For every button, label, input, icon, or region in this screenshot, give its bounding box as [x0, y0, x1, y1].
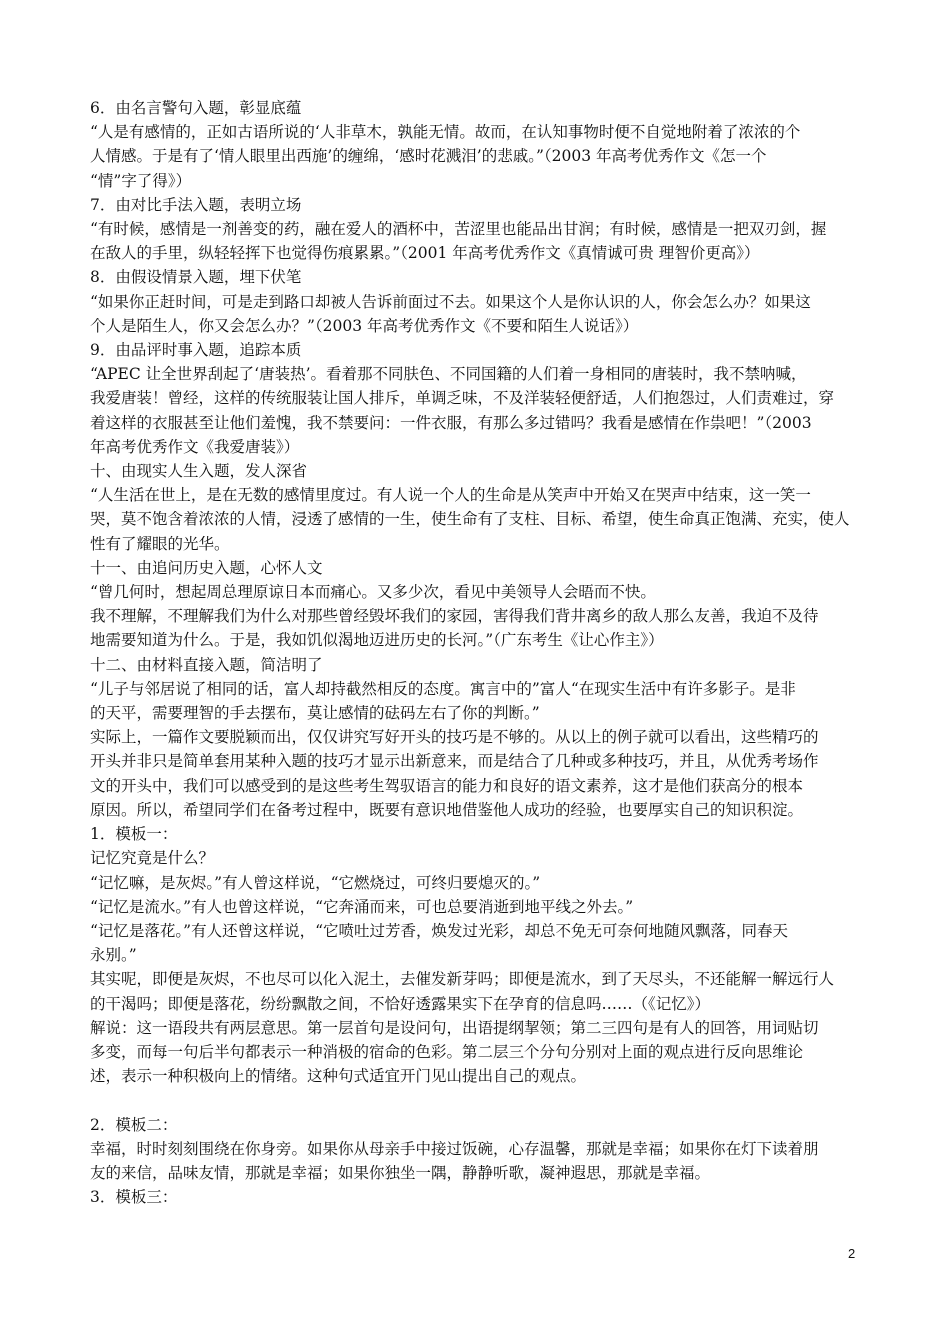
- text-line: “人生活在世上，是在无数的感情里度过。有人说一个人的生命是从笑声中开始又在哭声中结束，这一笑一: [90, 486, 811, 505]
- document-body: [90, 96, 862, 1209]
- text-line: 解说：这一语段共有两层意思。第一层首句是设问句，出语提纲挈领；第二三四句是有人的回答，用词贴切: [90, 1018, 819, 1037]
- text-line: 1．模板一：: [90, 825, 178, 844]
- text-line: 记忆究竟是什么？: [90, 849, 215, 868]
- text-line: “记忆嘛，是灰烬。”有人曾这样说，“它燃烧过，可终归要熄灭的。”: [90, 873, 541, 892]
- text-line: 的天平，需要理智的手去摆布，莫让感情的砝码左右了你的判断。”: [90, 704, 540, 723]
- text-line: “记忆是流水。”有人也曾这样说，“它奔涌而来，可也总要消逝到地平线之外去。”: [90, 897, 634, 916]
- text-line: 友的来信，品味友情，那就是幸福；如果你独坐一隅，静静听歌，凝神遐思，那就是幸福。: [90, 1163, 711, 1182]
- text-line: 开头并非只是简单套用某种入题的技巧才显示出新意来，而是结合了几种或多种技巧，并且，从优秀考场作: [90, 752, 819, 771]
- text-line: 多变，而每一句后半句都表示一种消极的宿命的色彩。第二层三个分句分别对上面的观点进行反向思维论: [90, 1042, 804, 1061]
- text-line: “记忆是落花。”有人还曾这样说，“它喷吐过芳香，焕发过光彩，却总不免无可奈何地随风飘落，同春天: [90, 921, 789, 940]
- text-line: “如果你正赶时间，可是走到路口却被人告诉前面过不去。如果这个人是你认识的人，你会怎么办？如果这: [90, 292, 811, 311]
- text-line: 哭，莫不饱含着浓浓的人情，浸透了感情的一生，使生命有了支柱、目标、希望，使生命真正饱满、充实，使人: [90, 510, 850, 529]
- text-line: 7．由对比手法入题，表明立场: [90, 195, 302, 214]
- text-line: 原因。所以，希望同学们在备考过程中，既要有意识地借鉴他人成功的经验，也要厚实自己的知识积淀。: [90, 800, 804, 819]
- text-line: 述，表示一种积极向上的情绪。这种句式适宜开门见山提出自己的观点。: [90, 1067, 587, 1086]
- text-line: 的干渴吗；即便是落花，纷纷飘散之间，不恰好透露果实下在孕育的信息吗……（《记忆》）: [90, 994, 711, 1013]
- text-line: 地需要知道为什么。于是，我如饥似渴地迈进历史的长河。”（广东考生《让心作主》）: [90, 631, 664, 650]
- text-line: 3．模板三：: [90, 1188, 178, 1207]
- text-line: 人情感。于是有了‘情人眼里出西施’的缠绵，‘感时花溅泪’的悲戚。”（2003 年高考优秀作文《怎一个: [90, 147, 767, 166]
- text-line: 性有了耀眼的光华。: [90, 534, 230, 553]
- text-line: 我不理解，不理解我们为什么对那些曾经毁坏我们的家园，害得我们背井离乡的敌人那么友善，我迫不及待: [90, 607, 819, 626]
- text-line: “情”字了得》）: [90, 171, 192, 190]
- text-line: 个人是陌生人，你又会怎么办？”（2003 年高考优秀作文《不要和陌生人说话》）: [90, 316, 639, 335]
- text-line: “儿子与邻居说了相同的话，富人却持截然相反的态度。寓言中的”富人“在现实生活中有许多影子。是非: [90, 679, 796, 698]
- text-line: 幸福，时时刻刻围绕在你身旁。如果你从母亲手中接过饭碗，心存温馨，那就是幸福；如果你在灯下读着朋: [90, 1139, 819, 1158]
- text-line: “人是有感情的，正如古语所说的‘人非草木，孰能无情。故而，在认知事物时便不自觉地附着了浓浓的个: [90, 123, 801, 142]
- page-number: 2: [848, 1246, 856, 1261]
- text-line: “APEC 让全世界刮起了‘唐装热’。看着那不同肤色、不同国籍的人们着一身相同的唐装时，我不禁呐喊，: [90, 365, 807, 384]
- text-line: 十、由现实人生入题，发人深省: [90, 462, 308, 481]
- text-line: “有时候，感情是一剂善变的药，融在爱人的酒杯中，苦涩里也能品出甘润；有时候，感情是一把双刃剑，握: [90, 220, 827, 239]
- text-line: 十一、由追问历史入题，心怀人文: [90, 558, 323, 577]
- text-line: 在敌人的手里，纵轻轻挥下也觉得伤痕累累。”（2001 年高考优秀作文《真情诚可贵 理智价更高》）: [90, 244, 760, 263]
- text-line: 永别。”: [90, 946, 137, 965]
- text-line: “曾几何时，想起周总理原谅日本而痛心。又多少次，看见中美领导人会晤而不快。: [90, 583, 656, 602]
- text-line: 2．模板二：: [90, 1115, 178, 1134]
- text-line: 9．由品评时事入题，追踪本质: [90, 341, 302, 360]
- text-line: 8．由假设情景入题，埋下伏笔: [90, 268, 302, 287]
- text-line: 其实呢，即便是灰烬，不也尽可以化入泥土，去催发新芽吗；即便是流水，到了天尽头，不还能解一解远行人: [90, 970, 835, 989]
- text-line: 文的开头中，我们可以感受到的是这些考生驾驭语言的能力和良好的语文素养，这才是他们获高分的根本: [90, 776, 804, 795]
- text-line: 十二、由材料直接入题，简洁明了: [90, 655, 323, 674]
- text-line: 6．由名言警句入题，彰显底蕴: [90, 99, 302, 117]
- text-line: 实际上，一篇作文要脱颖而出，仅仅讲究写好开头的技巧是不够的。从以上的例子就可以看出，这些精巧的: [90, 728, 819, 747]
- text-line: 我爱唐装！曾经，这样的传统服装让国人排斥，单调乏味，不及洋装轻便舒适，人们抱怨过，人们责难过，穿: [90, 389, 835, 408]
- text-line: 着这样的衣服甚至让他们羞愧，我不禁要问：一件衣服，有那么多过错吗？我看是感情在作祟吧！”（2003: [90, 413, 812, 432]
- text-line: 年高考优秀作文《我爱唐装》）: [90, 437, 300, 456]
- blank-line: [90, 1088, 862, 1112]
